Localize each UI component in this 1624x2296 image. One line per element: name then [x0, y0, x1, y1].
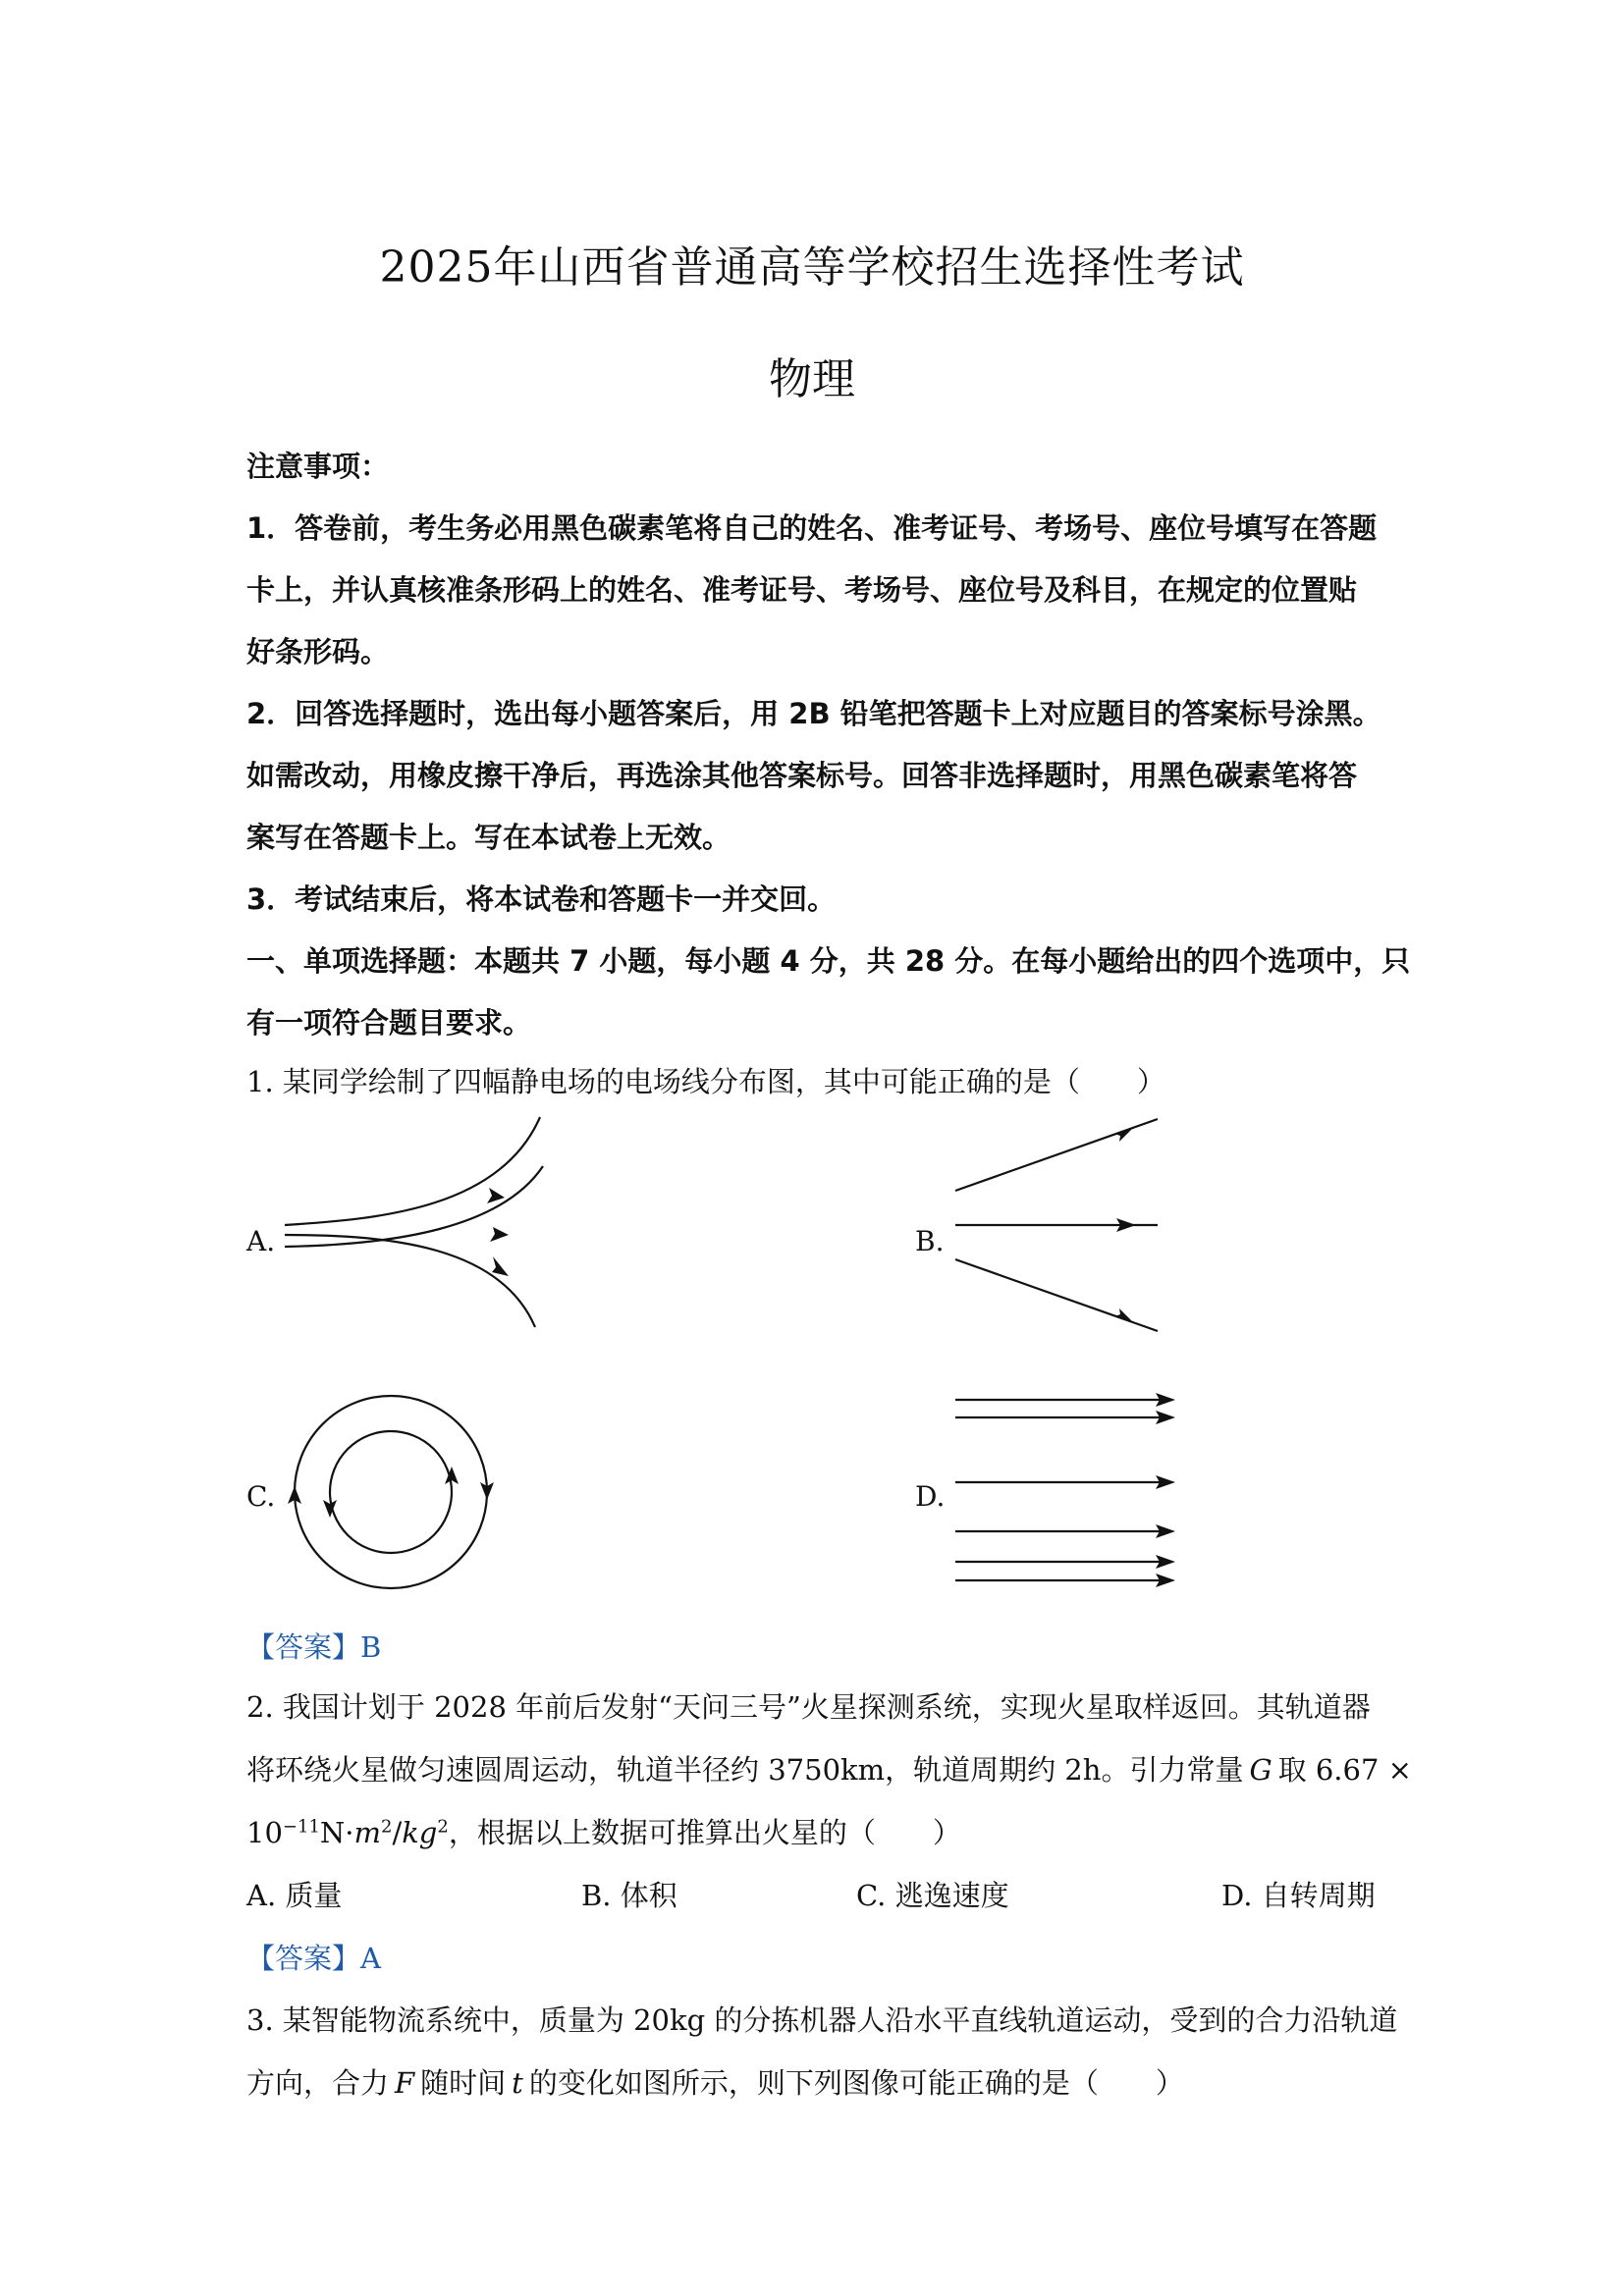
arrow-head — [1114, 1308, 1134, 1323]
subject-title: 物理 — [769, 354, 855, 404]
question-3-line: 3. 某智能物流系统中，质量为 20kg 的分拣机器人沿水平直线轨道运动，受到的合力沿轨道 — [246, 2003, 1398, 2037]
option-c-label: C. — [246, 1480, 276, 1513]
question-2-option-c: C. 逃逸速度 — [856, 1879, 1009, 1912]
exam-title: 2025年山西省普通高等学校招生选择性考试 — [379, 242, 1245, 293]
answer-2: 【答案】A — [246, 1942, 381, 1975]
notice-line: 3．考试结束后，将本试卷和答题卡一并交回。 — [246, 882, 837, 916]
diagram-option-b — [947, 1109, 1164, 1345]
notice-line: 卡上，并认真核准条形码上的姓名、准考证号、考场号、座位号及科目，在规定的位置贴 — [246, 573, 1358, 607]
arrow-head — [487, 1188, 505, 1203]
arrow-head — [1114, 1127, 1134, 1142]
option-b-label: B. — [915, 1225, 945, 1257]
field-line — [285, 1117, 540, 1225]
question-3-line: 方向，合力 F 随时间 t 的变化如图所示，则下列图像可能正确的是（ ） — [246, 2066, 1184, 2100]
diagram-option-c — [283, 1384, 499, 1600]
question-2-option-a: A. 质量 — [246, 1879, 343, 1912]
notice-line: 如需改动，用橡皮擦干净后，再选涂其他答案标号。回答非选择题时，用黑色碳素笔将答 — [246, 759, 1358, 792]
diagram-option-d — [947, 1384, 1183, 1600]
notice-line: 1．答卷前，考生务必用黑色碳素笔将自己的姓名、准考证号、考场号、座位号填写在答题 — [246, 511, 1378, 545]
question-2-line: 将环绕火星做匀速圆周运动，轨道半径约 3750km，轨道周期约 2h。引力常量 G 取 6.67 × — [246, 1753, 1412, 1787]
option-d-label: D. — [915, 1480, 946, 1513]
notice-heading: 注意事项： — [246, 450, 390, 483]
question-1-text: 1. 某同学绘制了四幅静电场的电场线分布图，其中可能正确的是（ ） — [246, 1065, 1165, 1098]
notice-line: 2．回答选择题时，选出每小题答案后，用 2B 铅笔把答题卡上对应题目的答案标号涂黑。 — [246, 697, 1381, 730]
question-2-line: 2. 我国计划于 2028 年前后发射“天问三号”火星探测系统，实现火星取样返回。其轨道器 — [246, 1690, 1371, 1724]
arrow-head — [490, 1227, 509, 1242]
notice-line: 好条形码。 — [246, 635, 390, 668]
section-heading: 一、单项选择题：本题共 7 小题，每小题 4 分，共 28 分。在每小题给出的四个选项中，只 — [246, 944, 1411, 978]
question-2-option-d: D. 自转周期 — [1221, 1879, 1376, 1912]
question-2-option-b: B. 体积 — [581, 1879, 677, 1912]
field-loop-inner — [330, 1431, 452, 1553]
notice-line: 案写在答题卡上。写在本试卷上无效。 — [246, 821, 731, 854]
diagram-option-a — [275, 1109, 560, 1345]
field-line — [285, 1235, 535, 1327]
option-a-label: A. — [246, 1225, 276, 1257]
question-2-line: $10^{-11}N\cdot m^2/kg^2$，根据以上数据可推算出火星的（ ） — [246, 1816, 961, 1849]
arrow-head — [492, 1256, 509, 1276]
section-heading: 有一项符合题目要求。 — [246, 1006, 532, 1040]
field-loop-outer — [295, 1396, 487, 1588]
answer-1: 【答案】B — [246, 1630, 382, 1664]
